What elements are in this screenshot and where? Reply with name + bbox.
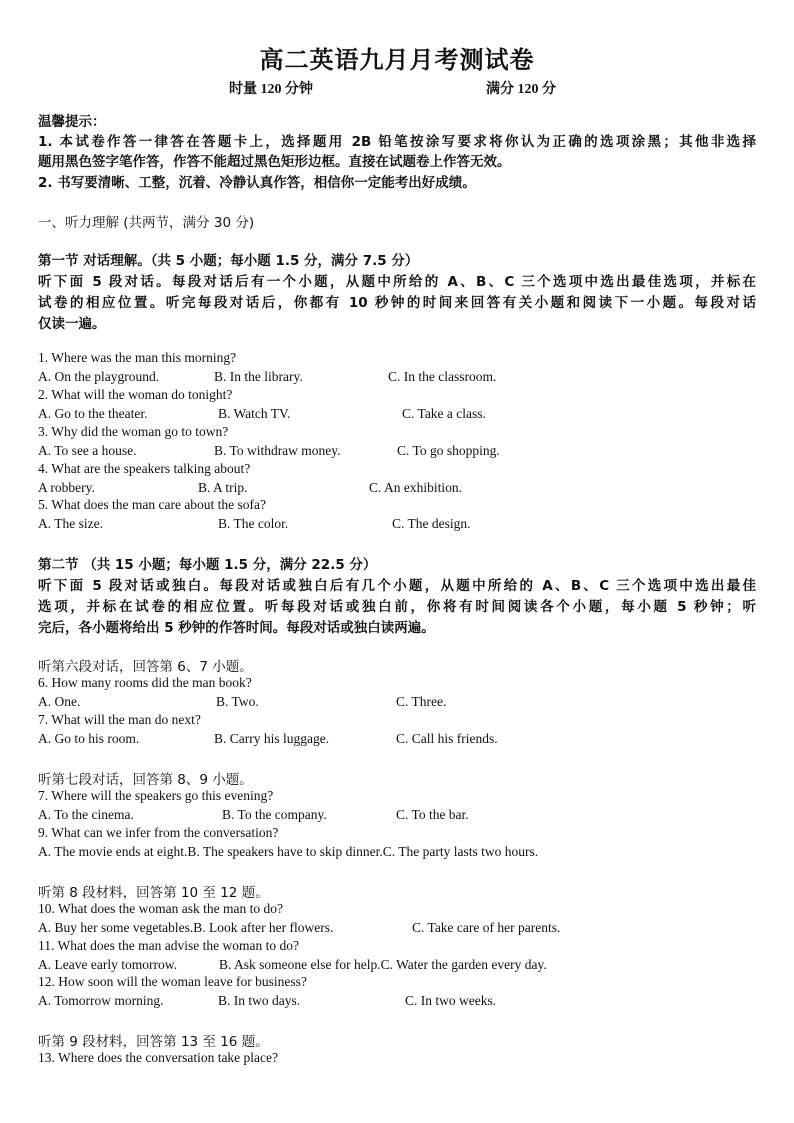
group9-heading: 听第 9 段材料，回答第 13 至 16 题。 bbox=[38, 1034, 269, 1050]
option-12a: A. Tomorrow morning. bbox=[38, 993, 164, 1008]
options-9: A. The movie ends at eight.B. The speakers have to skip dinner.C. The party lasts two hours. bbox=[38, 844, 539, 859]
option-5a: A. The size. bbox=[38, 516, 103, 531]
group6-heading: 听第六段对话，回答第 6、7 小题。 bbox=[38, 659, 253, 675]
option-8a: A. To the cinema. bbox=[38, 807, 134, 822]
question-12: 12. How soon will the woman leave for business? bbox=[38, 974, 307, 989]
option-4c: C. An exhibition. bbox=[369, 480, 463, 495]
tips-line-1-cont: 题用黑色签字笔作答，作答不能超过黑色矩形边框。直接在试题卷上作答无效。 bbox=[38, 154, 511, 170]
option-1b: B. In the library. bbox=[214, 369, 303, 384]
options-11bc: B. Ask someone else for help.C. Water the garden every day. bbox=[219, 957, 547, 972]
option-2c: C. Take a class. bbox=[402, 406, 486, 421]
question-11: 11. What does the man advise the woman to do? bbox=[38, 938, 299, 953]
part1-heading: 一、听力理解 (共两节，满分 30 分) bbox=[38, 215, 255, 231]
section1-instruction-3: 仅读一遍。 bbox=[38, 316, 106, 332]
option-3a: A. To see a house. bbox=[38, 443, 137, 458]
option-5c: C. The design. bbox=[392, 516, 471, 531]
section1-instruction-1: 听下面 5 段对话。每段对话后有一个小题，从题中所给的 A、B、C 三个选项中选出最佳选项，并标在 bbox=[38, 274, 756, 290]
full-score: 满分 120 分 bbox=[486, 82, 556, 97]
option-6a: A. One. bbox=[38, 694, 81, 709]
option-7b: B. Carry his luggage. bbox=[214, 731, 330, 746]
option-1c: C. In the classroom. bbox=[388, 369, 497, 384]
section2-instruction-3: 完后，各小题将给出 5 秒钟的作答时间。每段对话或独白读两遍。 bbox=[38, 620, 435, 636]
option-4a: A robbery. bbox=[38, 480, 95, 495]
question-4: 4. What are the speakers talking about? bbox=[38, 461, 251, 476]
section2-instruction-1: 听下面 5 段对话或独白。每段对话或独白后有几个小题，从题中所给的 A、B、C 三个选项中选出最佳 bbox=[38, 578, 756, 594]
option-3b: B. To withdraw money. bbox=[214, 443, 341, 458]
section2-instruction-2: 选项，并标在试卷的相应位置。听每段对话或独白前，你将有时间阅读各个小题，每小题 5 秒钟；听 bbox=[38, 599, 756, 615]
options-10ab: A. Buy her some vegetables.B. Look after her flowers. bbox=[38, 920, 334, 935]
question-1: 1. Where was the man this morning? bbox=[38, 350, 237, 365]
option-6b: B. Two. bbox=[216, 694, 259, 709]
option-7c: C. Call his friends. bbox=[396, 731, 498, 746]
question-2: 2. What will the woman do tonight? bbox=[38, 387, 233, 402]
question-8: 7. Where will the speakers go this evening? bbox=[38, 788, 274, 803]
question-5: 5. What does the man care about the sofa? bbox=[38, 497, 267, 512]
section1-instruction-2: 试卷的相应位置。听完每段对话后，你都有 10 秒钟的时间来回答有关小题和阅读下一小题。每段对话 bbox=[38, 295, 756, 311]
question-7: 7. What will the man do next? bbox=[38, 712, 201, 727]
option-1a: A. On the playground. bbox=[38, 369, 160, 384]
option-12c: C. In two weeks. bbox=[405, 993, 497, 1008]
question-6: 6. How many rooms did the man book? bbox=[38, 675, 252, 690]
option-12b: B. In two days. bbox=[218, 993, 301, 1008]
option-10c: C. Take care of her parents. bbox=[412, 920, 561, 935]
tips-heading: 温馨提示： bbox=[38, 114, 106, 130]
section2-heading: 第二节 （共 15 小题；每小题 1.5 分，满分 22.5 分） bbox=[38, 557, 377, 573]
section1-heading: 第一节 对话理解。（共 5 小题；每小题 1.5 分，满分 7.5 分） bbox=[38, 253, 419, 269]
option-8c: C. To the bar. bbox=[396, 807, 469, 822]
option-3c: C. To go shopping. bbox=[397, 443, 500, 458]
option-5b: B. The color. bbox=[218, 516, 289, 531]
tips-line-2: 2. 书写要清晰、工整，沉着、冷静认真作答，相信你一定能考出好成绩。 bbox=[38, 175, 476, 191]
option-6c: C. Three. bbox=[396, 694, 447, 709]
question-3: 3. Why did the woman go to town? bbox=[38, 424, 229, 439]
time-limit: 时量 120 分钟 bbox=[229, 82, 313, 97]
option-2b: B. Watch TV. bbox=[218, 406, 291, 421]
tips-line-1: 1. 本试卷作答一律答在答题卡上，选择题用 2B 铅笔按涂写要求将你认为正确的选项涂黑；其他非选择 bbox=[38, 134, 756, 150]
group7-heading: 听第七段对话，回答第 8、9 小题。 bbox=[38, 772, 253, 788]
option-8b: B. To the company. bbox=[222, 807, 327, 822]
exam-title: 高二英语九月月考测试卷 bbox=[259, 45, 535, 74]
option-7a: A. Go to his room. bbox=[38, 731, 140, 746]
option-2a: A. Go to the theater. bbox=[38, 406, 148, 421]
question-13: 13. Where does the conversation take place? bbox=[38, 1050, 279, 1065]
option-4b: B. A trip. bbox=[198, 480, 248, 495]
question-9: 9. What can we infer from the conversation? bbox=[38, 825, 279, 840]
group8-heading: 听第 8 段材料，回答第 10 至 12 题。 bbox=[38, 885, 269, 901]
question-10: 10. What does the woman ask the man to do? bbox=[38, 901, 283, 916]
option-11a: A. Leave early tomorrow. bbox=[38, 957, 177, 972]
